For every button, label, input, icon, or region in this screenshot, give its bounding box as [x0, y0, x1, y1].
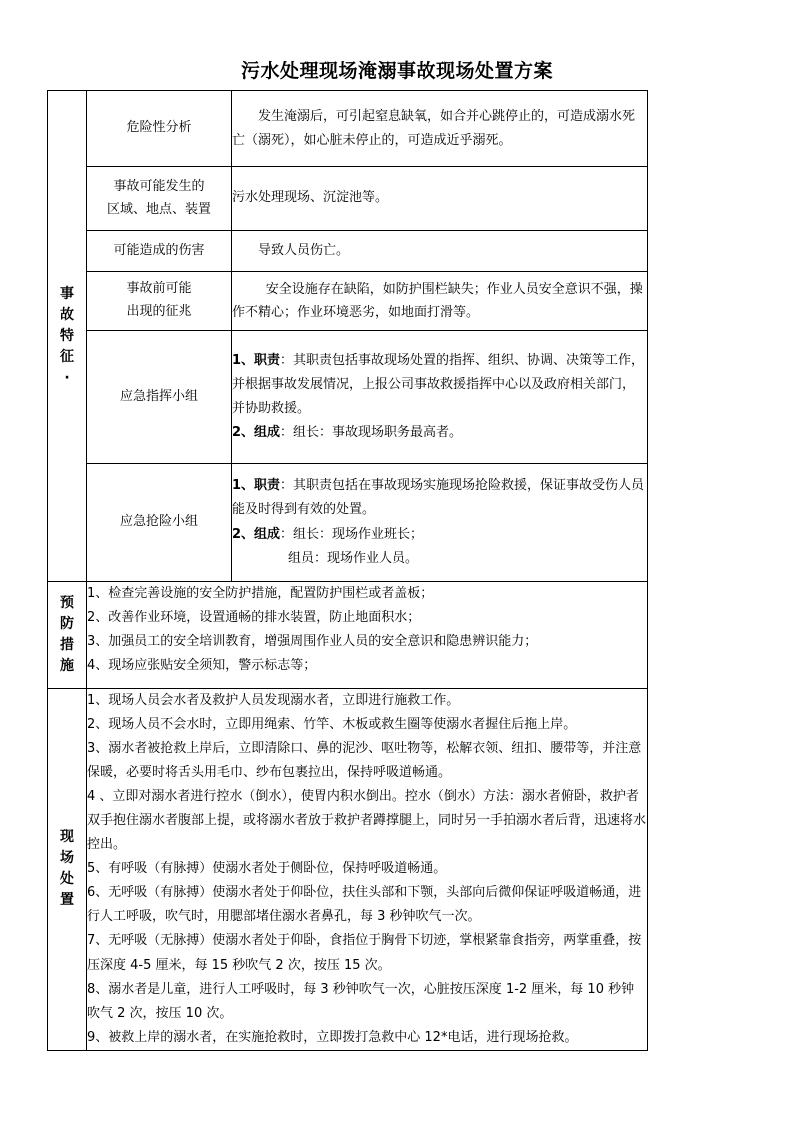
onsite-item: 7、无呼吸（无脉搏）使溺水者处于仰卧，食指位于胸骨下切迹，掌根紧靠食指旁，两掌重叠，按压深度 4-5 厘米，每 15 秒吹气 2 次，按压 15 次。	[87, 933, 642, 973]
row-onsite	[48, 689, 648, 1051]
value-hazard-analysis: 发生淹溺后，可引起窒息缺氧，如合并心跳停止的，可造成溺水死亡（溺死），如心脏未停止的，可造成近乎溺死。	[232, 91, 648, 167]
value-area: 污水处理现场、沉淀池等。	[232, 167, 648, 231]
prevention-item: 2、改善作业环境，设置通畅的排水装置，防止地面积水；	[87, 610, 421, 626]
label-signs: 事故前可能 出现的征兆	[87, 272, 232, 331]
label-command-group: 应急指挥小组	[87, 331, 232, 464]
label-rescue-group: 应急抢险小组	[87, 464, 232, 582]
onsite-item: 2、现场人员不会水时，立即用绳索、竹竿、木板或救生圈等使溺水者握住后拖上岸。	[87, 717, 577, 733]
onsite-item: 3、溺水者被抢救上岸后，立即清除口、鼻的泥沙、呕吐物等，松解衣领、纽扣、腰带等，并注意保暖，必要时将舌头用毛巾、纱布包裹拉出，保持呼吸道畅通。	[87, 741, 642, 781]
section-label-onsite: 现场处置	[48, 689, 87, 1051]
onsite-item: 1、现场人员会水者及救护人员发现溺水者，立即进行施救工作。	[87, 693, 460, 708]
command-duty: 1、职责：其职责包括事故现场处置的指挥、组织、协调、决策等工作，并根据事故发展情况，上报公司事故救援指挥中心以及政府相关部门，并协助救援。	[232, 352, 645, 416]
value-signs: 安全设施存在缺陷，如防护围栏缺失；作业人员安全意识不强，操作不精心；作业环境恶劣，如地面打滑等。	[232, 272, 648, 331]
label-area: 事故可能发生的 区域、地点、装置	[87, 167, 232, 231]
label-harm: 可能造成的伤害	[87, 231, 232, 272]
onsite-item: 8、溺水者是儿童，进行人工呼吸时，每 3 秒钟吹气一次，心脏按压深度 1-2 厘米，每 10 秒钟吹气 2 次，按压 10 次。	[87, 981, 635, 1021]
prevention-item: 3、加强员工的安全培训教育，增强周围作业人员的安全意识和隐患辨识能力；	[87, 634, 538, 650]
onsite-item: 6、无呼吸（有脉搏）使溺水者处于仰卧位，扶住头部和下颚，头部向后微仰保证呼吸道畅通，进行人工呼吸，吹气时，用腮部堵住溺水者鼻孔，每 3 秒钟吹气一次。	[87, 885, 642, 925]
label-hazard-analysis: 危险性分析	[87, 91, 232, 167]
row-prevention	[48, 582, 648, 689]
value-command-group	[232, 331, 648, 464]
onsite-item: 9、被救上岸的溺水者，在实施抢救时，立即拨打急救中心 12*电话，进行现场抢救。	[87, 1029, 578, 1045]
onsite-item: 5、有呼吸（有脉搏）使溺水者处于侧卧位，保持呼吸道畅通。	[87, 861, 447, 877]
prevention-item: 1、检查完善设施的安全防护措施，配置防护围栏或者盖板；	[87, 586, 434, 601]
command-members: 2、组成：组长：事故现场职务最高者。	[232, 425, 463, 441]
rescue-members: 组员：现场作业人员。	[288, 550, 419, 566]
rescue-leader: 2、组成：组长：现场作业班长；	[232, 526, 424, 542]
value-harm: 导致人员伤亡。	[232, 231, 648, 272]
section-label-prevention: 预防措施	[48, 582, 87, 689]
row-harm	[48, 231, 648, 272]
row-hazard	[48, 91, 648, 167]
rescue-duty: 1、职责：其职责包括在事故现场实施现场抢险救援，保证事故受伤人员能及时得到有效的处置。	[232, 478, 645, 518]
row-rescue	[48, 464, 648, 582]
onsite-list	[87, 689, 648, 1051]
page-title: 污水处理现场淹溺事故现场处置方案	[240, 60, 553, 82]
plan-table	[47, 90, 648, 1051]
prevention-list	[87, 582, 648, 689]
row-signs	[48, 272, 648, 331]
onsite-item: 4 、立即对溺水者进行控水（倒水），使胃内积水倒出。控水（倒水）方法：溺水者俯卧，救护者双手抱住溺水者腹部上提，或将溺水者放于救护者蹲撑腿上，同时另一手拍溺水者后背，迅速将水控出。	[87, 789, 647, 853]
row-area	[48, 167, 648, 231]
prevention-item: 4、现场应张贴安全须知，警示标志等；	[87, 658, 317, 674]
value-rescue-group	[232, 464, 648, 582]
row-command	[48, 331, 648, 464]
section-label-features: 事故特征·	[48, 91, 87, 582]
